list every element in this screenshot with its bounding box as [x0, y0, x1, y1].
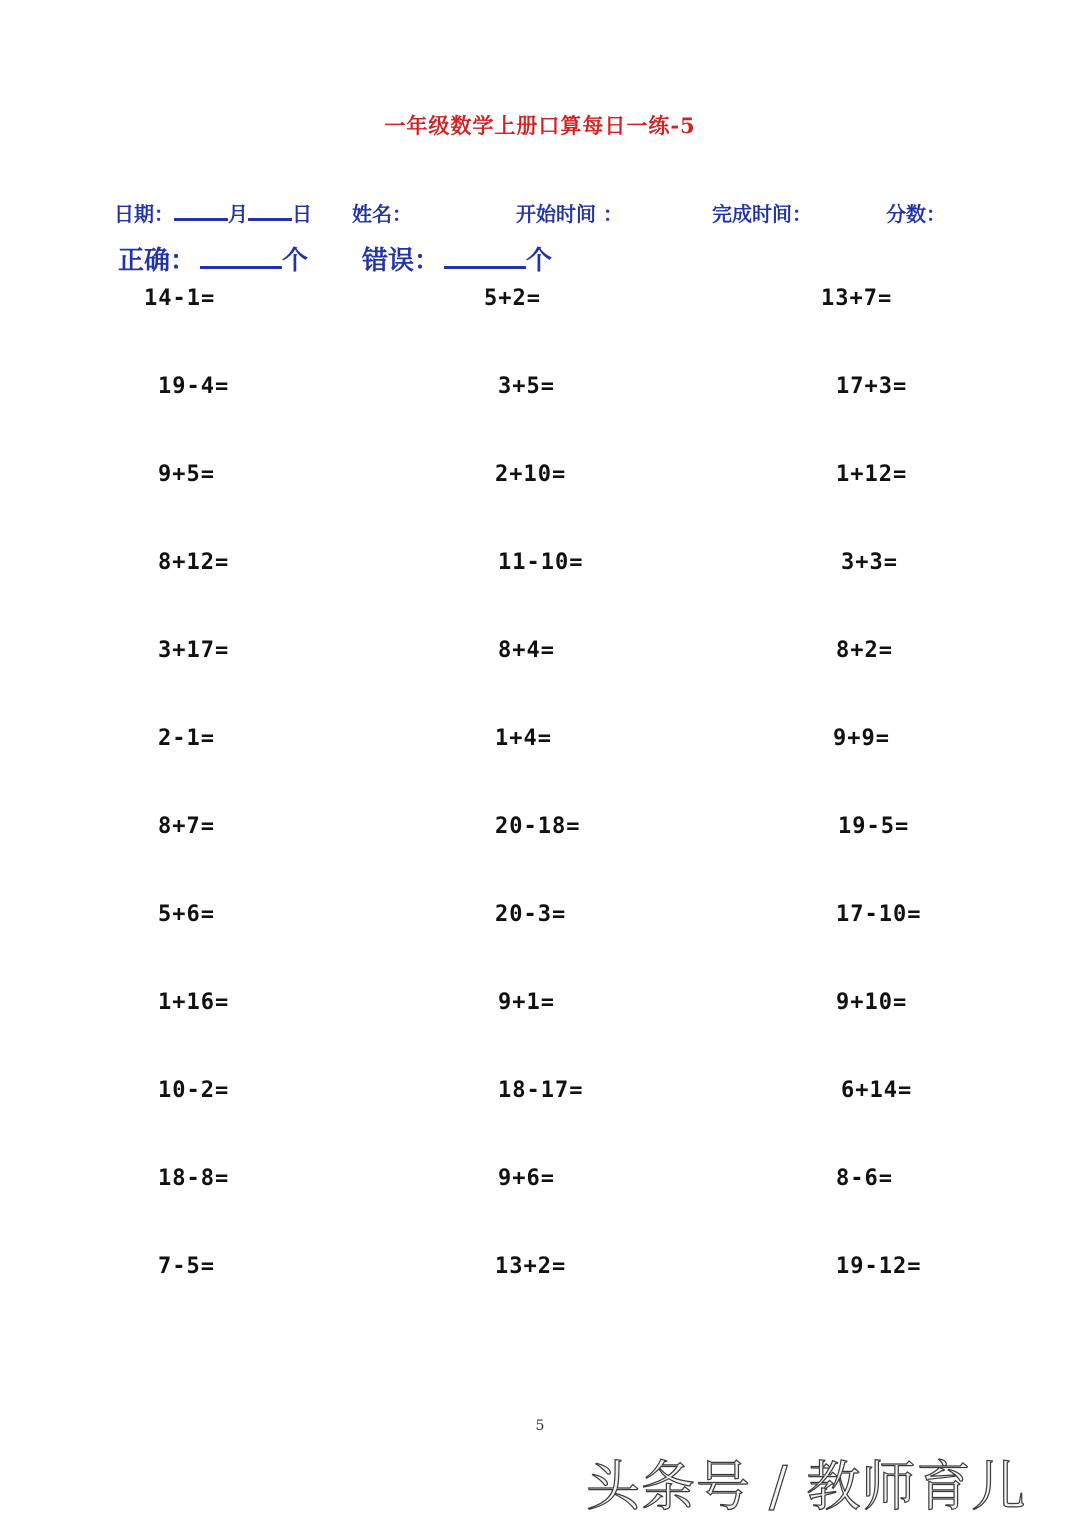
problem: 5+2= [484, 286, 541, 311]
day-label: 日 [292, 202, 312, 226]
start-time-label: 开始时间 ： [516, 202, 623, 226]
day-blank[interactable] [248, 198, 292, 221]
problem: 3+3= [841, 550, 898, 575]
problem: 9+1= [498, 990, 555, 1015]
problem: 18-17= [498, 1078, 584, 1103]
problem: 8+12= [158, 550, 230, 575]
problem: 5+6= [158, 902, 215, 927]
date-label: 日期： [114, 202, 174, 226]
problem: 18-8= [158, 1166, 230, 1191]
problem: 8+7= [158, 814, 215, 839]
month-label: 月 [228, 202, 248, 226]
problem: 19-4= [158, 374, 230, 399]
name-label: 姓名： [352, 202, 412, 226]
wrong-blank[interactable] [444, 240, 526, 269]
problem: 20-3= [495, 902, 567, 927]
page-number: 5 [535, 1418, 545, 1434]
problem: 8-6= [836, 1166, 893, 1191]
problem: 9+9= [833, 726, 890, 751]
problem: 13+7= [821, 286, 893, 311]
problem: 1+12= [836, 462, 908, 487]
score-label: 分数： [886, 202, 946, 226]
problem: 20-18= [495, 814, 581, 839]
worksheet-title: 一年级数学上册口算每日一练-5 [384, 113, 696, 138]
problem: 9+5= [158, 462, 215, 487]
problem: 17+3= [836, 374, 908, 399]
watermark: 头条号 / 教师育儿 [586, 1455, 1027, 1518]
date-field [114, 198, 312, 227]
problem: 17-10= [836, 902, 922, 927]
problem: 3+17= [158, 638, 230, 663]
correct-label: 正确： [118, 246, 197, 276]
problem: 1+16= [158, 990, 230, 1015]
problem: 10-2= [158, 1078, 230, 1103]
finish-time-label: 完成时间： [712, 202, 812, 226]
wrong-label: 错误： [362, 246, 441, 276]
wrong-field [362, 240, 552, 277]
problem: 2+10= [495, 462, 567, 487]
problem: 1+4= [495, 726, 552, 751]
correct-field [118, 240, 308, 277]
problem: 11-10= [498, 550, 584, 575]
problem: 7-5= [158, 1254, 215, 1279]
correct-blank[interactable] [200, 240, 282, 269]
month-blank[interactable] [174, 198, 228, 221]
problem: 2-1= [158, 726, 215, 751]
problem: 13+2= [495, 1254, 567, 1279]
correct-unit: 个 [282, 246, 309, 276]
problem: 19-5= [838, 814, 910, 839]
problem: 3+5= [498, 374, 555, 399]
problem: 19-12= [836, 1254, 922, 1279]
problem: 8+2= [836, 638, 893, 663]
problem: 6+14= [841, 1078, 913, 1103]
problem: 8+4= [498, 638, 555, 663]
problem: 9+10= [836, 990, 908, 1015]
problem: 9+6= [498, 1166, 555, 1191]
problem: 14-1= [144, 286, 216, 311]
wrong-unit: 个 [526, 246, 553, 276]
